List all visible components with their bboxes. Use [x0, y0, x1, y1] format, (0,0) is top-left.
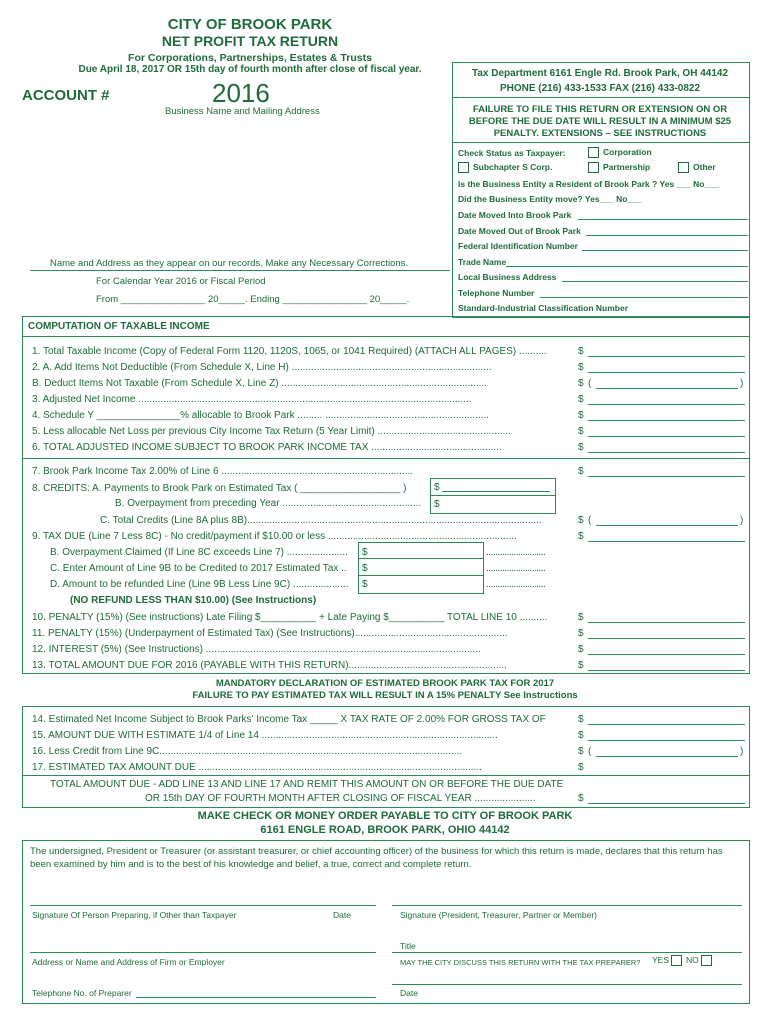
line-11-amount[interactable] [588, 628, 745, 639]
telephone-field[interactable] [540, 297, 748, 298]
preparer-signature-label: Signature Of Person Preparing, if Other than Taxpayer [32, 910, 237, 920]
checkbox[interactable] [671, 955, 682, 966]
dots: .......................... [486, 579, 546, 590]
failure-notice-1: FAILURE TO FILE THIS RETURN OR EXTENSION ON OR [472, 104, 728, 115]
estimated-heading-2: FAILURE TO PAY ESTIMATED TAX WILL RESULT IN A 15% PENALTY See Instructions [192, 690, 578, 701]
title-label: Title [400, 941, 416, 951]
phone-fax: PHONE (216) 433-1533 FAX (216) 433-0822 [499, 83, 701, 94]
dollar-sign: $ [578, 793, 584, 804]
yes-label: YES [652, 955, 670, 965]
total-due-1: TOTAL AMOUNT DUE - ADD LINE 13 AND LINE 17 AND REMIT THIS AMOUNT ON OR BEFORE THE DUE DATE [50, 779, 564, 790]
dollar-sign: $ [578, 394, 584, 405]
status-label: Check Status as Taxpayer: [458, 148, 566, 158]
dots: .......................... [486, 547, 546, 558]
fein-field[interactable] [582, 250, 748, 251]
dollar-sign: $ [578, 426, 584, 437]
moved-question: Did the Business Entity move? Yes___ No___ [458, 194, 642, 204]
dollar-sign: $ [578, 628, 584, 639]
failure-notice-2: BEFORE THE DUE DATE WILL RESULT IN A MINIMUM $25 [468, 116, 732, 127]
dollar-sign: $ [578, 346, 584, 357]
dollar-sign: $ [578, 410, 584, 421]
preparer-signature-field[interactable] [30, 905, 376, 906]
dollar-sign: $ [578, 531, 584, 542]
trade-name-label: Trade Name [458, 257, 507, 267]
dollar-sign: $ [578, 362, 584, 373]
title-field[interactable] [392, 952, 742, 953]
subchapter-option[interactable] [458, 162, 552, 173]
overpayment-box [358, 542, 484, 594]
payable-line-1: MAKE CHECK OR MONEY ORDER PAYABLE TO CITY OF BROOK PARK [197, 810, 573, 822]
discuss-question: MAY THE CITY DISCUSS THIS RETURN WITH THE TAX PREPARER? [400, 958, 641, 967]
line-17: 17. ESTIMATED TAX AMOUNT DUE ...................................................................................................... [32, 762, 482, 773]
checkbox[interactable] [588, 147, 599, 158]
line-12: 12. INTEREST (5%) (See Instructions) ................................................................................................... [32, 644, 481, 655]
line-8b-amount[interactable] [442, 498, 550, 508]
checkbox[interactable] [458, 162, 469, 173]
officer-signature-label: Signature (President, Treasurer, Partner or Member) [400, 910, 597, 920]
paren-close: ) [740, 378, 744, 389]
line-8b: B. Overpayment from preceding Year .................................................. [115, 498, 422, 509]
computation-line: 3. Adjusted Net Income ........................................................................................................................ [32, 394, 472, 405]
line-14: 14. Estimated Net Income Subject to Brook Parks' Income Tax _____ X TAX RATE OF 2.00% FOR GROSS TAX OF [32, 714, 546, 725]
moved-into-label: Date Moved Into Brook Park [458, 210, 572, 220]
firm-address-field[interactable] [30, 952, 376, 953]
account-label: ACCOUNT # [22, 87, 110, 104]
total-due-2: OR 15th DAY OF FOURTH MONTH AFTER CLOSING OF FISCAL YEAR ...................... [145, 793, 536, 804]
local-address-field[interactable] [562, 281, 748, 282]
city-title: CITY OF BROOK PARK [167, 16, 333, 33]
computation-line: 2. A. Add Items Not Deductible (From Schedule X, Line H) ........................................................................ [32, 362, 492, 373]
line-9: 9. TAX DUE (Line 7 Less 8C) - No credit/payment if $10.00 or less .................................................................... [32, 531, 517, 542]
total-due-amount[interactable] [588, 793, 745, 804]
telephone-label: Telephone Number [458, 288, 535, 298]
computation-line: 4. Schedule Y _______________% allocable to Brook Park ......... ........................................................... [32, 410, 490, 421]
name-address-note: Name and Address as they appear on our records. Make any Necessary Corrections. [50, 258, 409, 269]
dollar-sign: $ [578, 515, 584, 526]
dollar-sign: $ [578, 466, 584, 477]
dollar-sign: $ [578, 378, 584, 389]
dollar-sign: $ [362, 547, 368, 558]
partnership-option[interactable] [588, 162, 650, 173]
discuss-yes[interactable] [652, 955, 686, 966]
dots: .......................... [486, 563, 546, 574]
resident-question: Is the Business Entity a Resident of Brook Park ? Yes ___ No___ [458, 179, 719, 189]
partnership-label: Partnership [603, 162, 651, 172]
dollar-sign: $ [578, 746, 584, 757]
computation-amount[interactable] [588, 394, 745, 405]
dollar-sign: $ [578, 762, 584, 773]
subchapter-label: Subchapter S Corp. [473, 162, 553, 172]
line-15: 15. AMOUNT DUE WITH ESTIMATE 1/4 of Line 14 ..................................................................................... [32, 730, 498, 741]
other-option[interactable] [678, 162, 716, 173]
dollar-sign: $ [434, 482, 440, 493]
date-field[interactable] [392, 984, 742, 985]
moved-into-field[interactable] [578, 219, 748, 220]
line-15-amount[interactable] [588, 730, 745, 741]
paren-open: ( [588, 515, 592, 526]
form-title: NET PROFIT TAX RETURN [161, 33, 339, 49]
line-13-amount[interactable] [588, 660, 745, 671]
line-16-amount[interactable] [596, 746, 738, 757]
discuss-no[interactable] [686, 955, 716, 966]
line-8a: 8. CREDITS: A. Payments to Brook Park on Estimated Tax ( __________________ ) [32, 483, 407, 494]
line-9b: B. Overpayment Claimed (If Line 8C exceeds Line 7) ...................... [50, 547, 348, 558]
line-8c: C. Total Credits (Line 8A plus 8B).......................................................................................................... [100, 515, 542, 526]
dollar-sign: $ [362, 563, 368, 574]
line-8c-amount[interactable] [596, 515, 738, 526]
due-date: Due April 18, 2017 OR 15th day of fourth month after close of fiscal year. [78, 64, 422, 75]
line-13: 13. TOTAL AMOUNT DUE FOR 2016 (PAYABLE WITH THIS RETURN)......................................................... [32, 660, 507, 671]
business-name-label: Business Name and Mailing Address [165, 106, 320, 117]
computation-line: B. Deduct Items Not Taxable (From Schedule X, Line Z) .......................................................................... [32, 378, 487, 389]
dollar-sign: $ [578, 660, 584, 671]
computation-heading: COMPUTATION OF TAXABLE INCOME [28, 321, 210, 332]
declaration-text: The undersigned, President or Treasurer (or assistant treasurer, or chief accounting officer) of the business for which this return is made, declares that this return has been examined by him and is to the best of his knowledge and belief, a true, correct and complete return. [30, 846, 723, 870]
checkbox[interactable] [701, 955, 712, 966]
dollar-sign: $ [578, 730, 584, 741]
moved-out-field[interactable] [586, 235, 748, 236]
dollar-sign: $ [578, 714, 584, 725]
firm-address-label: Address or Name and Address of Firm or Employer [32, 957, 225, 967]
checkbox[interactable] [588, 162, 599, 173]
no-label: NO [686, 955, 699, 965]
computation-amount[interactable] [588, 346, 745, 357]
line-7: 7. Brook Park Income Tax 2.00% of Line 6 ..................................................................... [32, 466, 414, 477]
dollar-sign: $ [578, 442, 584, 453]
fiscal-period[interactable]: From ________________ 20_____. Ending ________________ 20_____. [96, 294, 410, 305]
computation-amount[interactable] [588, 362, 745, 373]
no-refund-note: (NO REFUND LESS THAN $10.00) (See Instructions) [70, 595, 317, 606]
computation-line: 6. TOTAL ADJUSTED INCOME SUBJECT TO BROOK PARK INCOME TAX ............................................... [32, 442, 502, 453]
tax-year: 2016 [212, 78, 270, 108]
line-16: 16. Less Credit from Line 9C............................................................................................................. [32, 746, 463, 757]
line-7-amount[interactable] [588, 466, 745, 477]
line-8a-amount[interactable] [442, 481, 550, 492]
checkbox[interactable] [678, 162, 689, 173]
other-label: Other [693, 162, 716, 172]
failure-notice-3: PENALTY. EXTENSIONS – SEE INSTRUCTIONS [493, 128, 707, 139]
calendar-year: For Calendar Year 2016 or Fiscal Period [96, 276, 266, 287]
corporation-label: Corporation [603, 147, 652, 157]
paren-open: ( [588, 746, 592, 757]
computation-line: 1. Total Taxable Income (Copy of Federal Form 1120, 1120S, 1065, or 1041 Required) (ATTACH ALL PAGES) .......... [32, 346, 547, 357]
payable-line-2: 6161 ENGLE ROAD, BROOK PARK, OHIO 44142 [260, 824, 510, 836]
paren-close: ) [740, 746, 744, 757]
computation-amount[interactable] [588, 426, 745, 437]
computation-amount[interactable] [588, 410, 745, 421]
dollar-sign: $ [578, 612, 584, 623]
preparer-phone-field[interactable] [136, 997, 376, 998]
line-9c: C. Enter Amount of Line 9B to be Credited to 2017 Estimated Tax .. [50, 563, 347, 574]
officer-signature-field[interactable] [392, 905, 742, 906]
line-12-amount[interactable] [588, 644, 745, 655]
line-14-amount[interactable] [588, 714, 745, 725]
dollar-sign: $ [434, 499, 440, 510]
paren-close: ) [740, 515, 744, 526]
line-9d: D. Amount to be refunded Line (Line 9B Less Line 9C) .................... [50, 579, 349, 590]
form-subtitle: For Corporations, Partnerships, Estates & Trusts [128, 52, 372, 64]
computation-amount[interactable] [588, 442, 745, 453]
line-9-amount[interactable] [588, 531, 745, 542]
line-10-amount[interactable] [588, 612, 745, 623]
trade-name-field[interactable] [506, 266, 748, 267]
estimated-heading-1: MANDATORY DECLARATION OF ESTIMATED BROOK PARK TAX FOR 2017 [215, 678, 555, 689]
tax-department: Tax Department 6161 Engle Rd. Brook Park, OH 44142 [471, 68, 729, 79]
preparer-phone-label: Telephone No. of Preparer [32, 988, 132, 998]
fein-label: Federal Identification Number [458, 241, 578, 251]
dollar-sign: $ [362, 579, 368, 590]
paren-open: ( [588, 378, 592, 389]
dollar-sign: $ [578, 644, 584, 655]
sic-label: Standard-Industrial Classification Number [458, 303, 629, 313]
line-11: 11. PENALTY (15%) (Underpayment of Estimated Tax) (See Instructions)....................................................... [32, 628, 508, 639]
computation-line: 5. Less allocable Net Loss per previous City Income Tax Return (5 Year Limit) ................................................ [32, 426, 511, 437]
corporation-option[interactable] [588, 147, 652, 158]
local-address-label: Local Business Address [458, 272, 557, 282]
line-10: 10. PENALTY (15%) (See instructions) Late Filing $__________ + Late Paying $__________ TOTAL LINE 10 .......... [32, 612, 548, 623]
moved-out-label: Date Moved Out of Brook Park [458, 226, 581, 236]
date-label: Date [333, 910, 351, 920]
date-label-2: Date [400, 988, 418, 998]
computation-amount[interactable] [596, 378, 738, 389]
